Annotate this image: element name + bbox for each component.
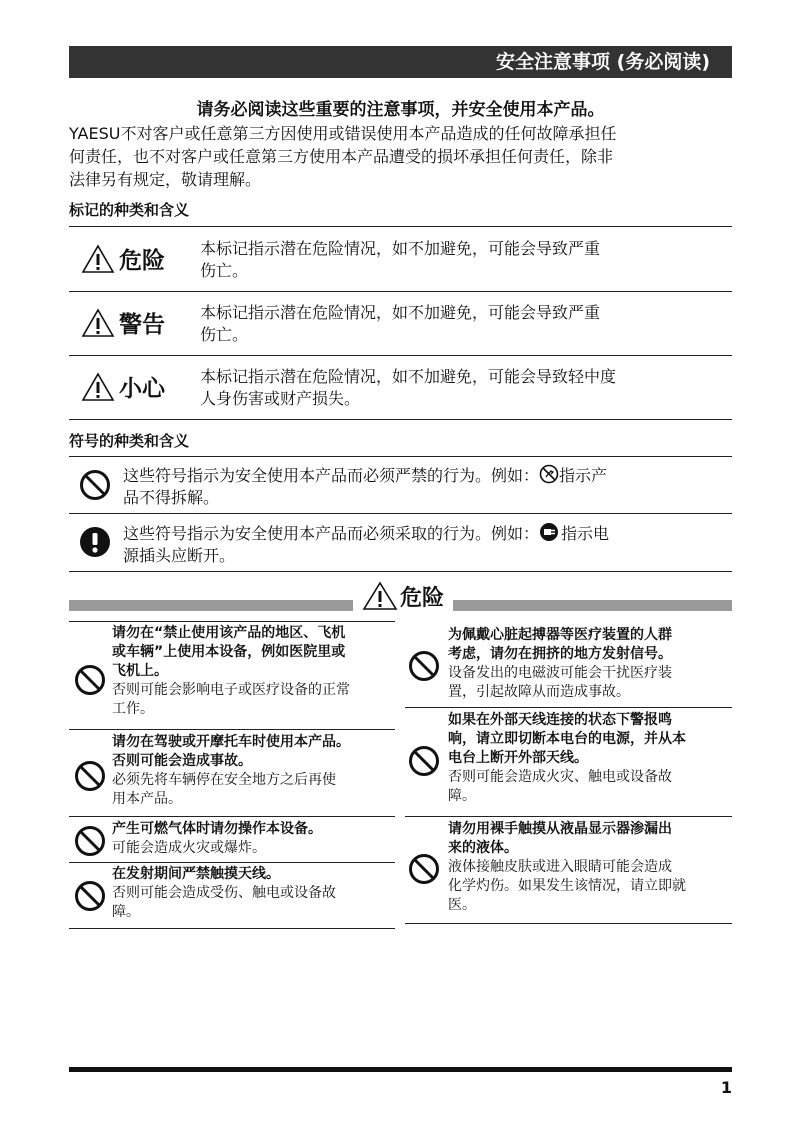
disclaimer-paragraph: YAESU不对客户或任意第三方因使用或错误使用本产品造成的任何故障承担任 何责任，也不对客户或任意第三方使用本产品遭受的损坏承担任何责任，除非 法律另有规定，敬请理解。 [69,124,617,189]
marks-section-title: 标记的种类和含义 [69,201,190,219]
prohibited-icon [408,745,440,777]
no-disassembly-icon [539,464,559,484]
prohibited-icon [79,469,111,501]
warning-triangle-icon [81,372,115,402]
divider [69,862,395,863]
danger-label: 危险 [119,248,165,274]
divider [69,226,732,227]
prohibited-icon [408,853,440,885]
divider [69,419,732,420]
mark-row-warning [69,292,732,356]
prohibited-icon [74,880,106,912]
divider [69,571,732,572]
caution-label: 小心 [119,376,165,402]
prohibited-icon [74,760,106,792]
warning-triangle-icon [362,581,398,611]
page-number: 1 [720,1078,732,1097]
divider [405,707,732,708]
mandatory-symbol-row [69,514,732,570]
divider [69,928,395,929]
prohibited-icon [408,650,440,682]
warning-label: 警告 [119,312,165,338]
warning-description: 本标记指示潜在危险情况，如不加避免，可能会导致严重 伤亡。 [200,303,601,344]
footer-rule [69,1067,732,1072]
divider [69,729,395,730]
prohibited-icon [74,664,106,696]
warning-triangle-icon [81,308,115,338]
prohibited-icon [74,825,106,857]
section-header: 安全注意事项 (务必阅读) [69,46,732,78]
prohibit-symbol-row [69,457,732,512]
divider [69,621,395,622]
divider [405,816,732,817]
warning-triangle-icon [81,244,115,274]
danger-description: 本标记指示潜在危险情况，如不加避免，可能会导致严重 伤亡。 [200,239,601,280]
caution-description: 本标记指示潜在危险情况，如不加避免，可能会导致轻中度 人身伤害或财产损失。 [200,367,617,408]
unplug-icon [539,522,561,542]
notice-heading: 请务必阅读这些重要的注意事项，并安全使用本产品。 [196,100,605,120]
mark-row-caution [69,356,732,420]
symbols-section-title: 符号的种类和含义 [69,432,190,450]
danger-heading: 危险 [353,580,453,612]
mandatory-action-icon [79,526,111,558]
divider [69,816,395,817]
mandatory-description: 这些符号指示为安全使用本产品而必须采取的行为。例如： 指示电 源插头应断开。 [123,524,610,565]
divider [405,923,732,924]
prohibit-description: 这些符号指示为安全使用本产品而必须严禁的行为。例如： 指示产 品不得拆解。 [123,466,608,507]
mark-row-danger [69,228,732,292]
